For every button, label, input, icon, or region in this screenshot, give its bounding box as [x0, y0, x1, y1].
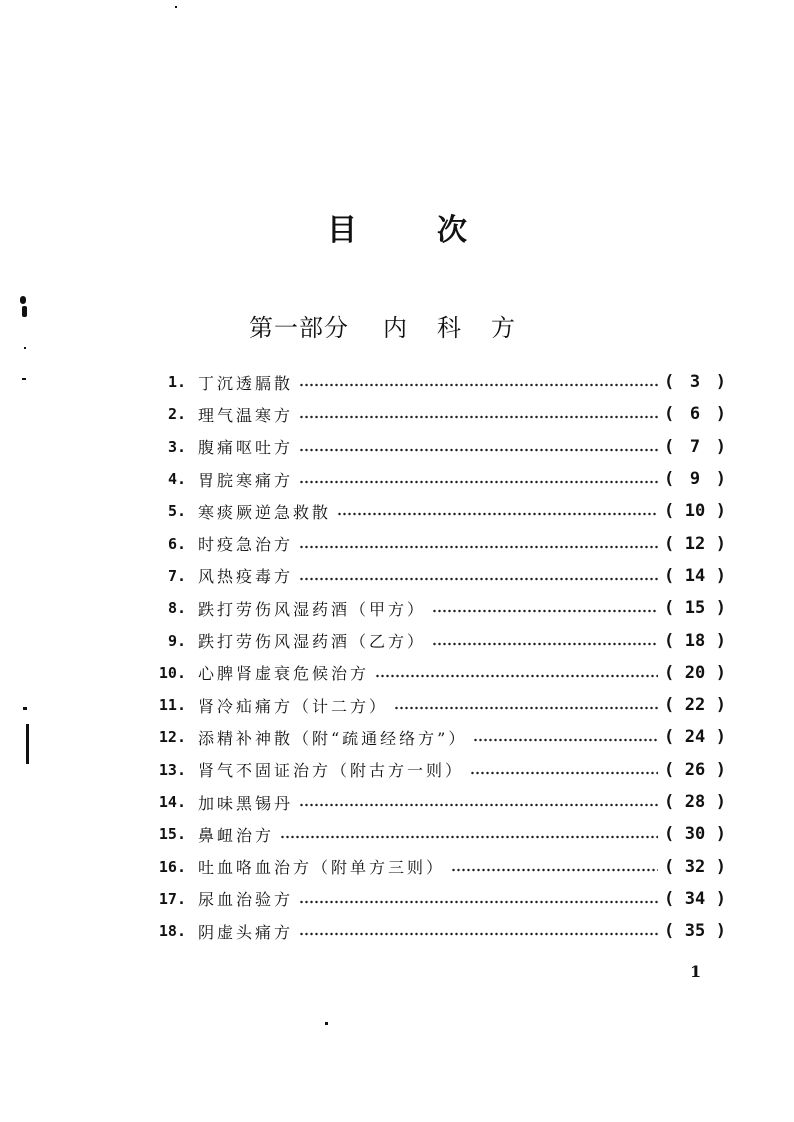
- page-ref-number: 28: [684, 792, 706, 812]
- dot-leader: [299, 899, 658, 905]
- toc-entry-title: 理气温寒方: [198, 405, 294, 425]
- toc-entry-page: [664, 566, 726, 586]
- open-bracket: (: [664, 921, 675, 942]
- toc-entry-number: 17.: [158, 889, 186, 908]
- toc-entry[interactable]: [146, 495, 726, 527]
- toc-entry-title: 加味黑锡丹: [198, 793, 294, 813]
- dot-leader: [299, 382, 658, 388]
- toc-entry[interactable]: [146, 883, 726, 915]
- open-bracket: (: [664, 759, 675, 780]
- close-bracket: ): [715, 404, 726, 425]
- toc-entry-number: 18.: [158, 922, 186, 941]
- page-ref-number: 34: [684, 888, 706, 909]
- toc-entry-page: [664, 727, 726, 747]
- dot-leader: [299, 479, 658, 485]
- toc-entry-title: 跌打劳伤风湿药酒（乙方）: [198, 632, 427, 652]
- close-bracket: ): [715, 630, 726, 651]
- toc-entry-page: [664, 857, 726, 877]
- toc-entry-title: 鼻衄治方: [198, 825, 275, 845]
- toc-entry-page: [664, 921, 726, 941]
- open-bracket: (: [664, 469, 675, 490]
- page-ref-number: 32: [684, 856, 706, 877]
- toc-entry-title: 阴虚头痛方: [198, 922, 294, 942]
- page-ref-number: 9: [689, 469, 701, 490]
- dot-leader: [451, 867, 658, 873]
- dot-leader: [394, 705, 658, 711]
- open-bracket: (: [664, 501, 675, 522]
- page-ref-number: 12: [684, 533, 706, 554]
- close-bracket: ): [715, 792, 726, 812]
- dot-leader: [299, 414, 658, 420]
- page-title-char: 次: [437, 213, 467, 248]
- dot-leader: [470, 770, 658, 776]
- toc-entry-page: [664, 824, 726, 844]
- toc-entry[interactable]: [146, 463, 726, 495]
- dot-leader: [337, 511, 658, 517]
- toc-entry-title: 胃脘寒痛方: [198, 470, 294, 490]
- open-bracket: (: [664, 598, 675, 619]
- toc-entry-number: 2.: [167, 405, 186, 424]
- toc-entry-page: [664, 534, 726, 554]
- section-subject-label: 内科方: [383, 314, 545, 342]
- page-ref-number: 35: [684, 921, 706, 942]
- toc-entry-title: 风热疫毒方: [198, 567, 294, 587]
- close-bracket: ): [715, 533, 726, 554]
- toc-entry-page: [664, 404, 726, 424]
- close-bracket: ): [715, 856, 726, 877]
- toc-entry[interactable]: [146, 560, 726, 592]
- toc-entry-title: 心脾肾虚衰危候治方: [198, 664, 370, 684]
- open-bracket: (: [664, 695, 675, 716]
- toc-entry-number: 1.: [167, 373, 186, 392]
- toc-entry[interactable]: [146, 431, 726, 463]
- page-title: [0, 205, 794, 249]
- open-bracket: (: [664, 404, 675, 425]
- toc-entry-number: 6.: [167, 534, 186, 553]
- page-ref-number: 14: [684, 565, 706, 586]
- open-bracket: (: [664, 630, 675, 651]
- dot-leader: [432, 641, 658, 647]
- toc-entry-number: 9.: [167, 631, 186, 650]
- toc-entry-number: 12.: [158, 728, 186, 747]
- toc-entry[interactable]: [146, 786, 726, 818]
- close-bracket: ): [715, 565, 726, 586]
- toc-entry[interactable]: [146, 850, 726, 882]
- page-title-char: 目: [327, 213, 357, 248]
- toc-entry[interactable]: [146, 624, 726, 656]
- close-bracket: ): [715, 824, 726, 845]
- page-ref-number: 6: [689, 404, 701, 425]
- section-heading: [0, 308, 794, 343]
- toc-entry-page: [664, 631, 726, 651]
- close-bracket: ): [715, 372, 726, 393]
- dot-leader: [299, 576, 658, 582]
- toc-entry-page: [664, 760, 726, 780]
- toc-entry-title: 肾冷疝痛方（计二方）: [198, 696, 389, 716]
- toc-entry-number: 4.: [167, 470, 186, 489]
- dot-leader: [299, 544, 658, 550]
- toc-entry-number: 3.: [167, 437, 186, 456]
- toc-entry[interactable]: [146, 592, 726, 624]
- open-bracket: (: [664, 372, 675, 393]
- dot-leader: [375, 673, 658, 679]
- toc-entry-number: 14.: [158, 793, 186, 811]
- toc-entry[interactable]: [146, 657, 726, 689]
- page-ref-number: 18: [684, 630, 706, 651]
- open-bracket: (: [664, 565, 675, 586]
- page-ref-number: 26: [684, 759, 706, 780]
- toc-entry-number: 13.: [158, 760, 186, 779]
- toc-entry-page: [664, 501, 726, 521]
- section-part-label: 第一部分: [249, 314, 349, 342]
- toc-entry-page: [664, 372, 726, 392]
- toc-entry-title: 寒痰厥逆急救散: [198, 502, 332, 522]
- page-ref-number: 30: [684, 824, 706, 845]
- toc-entry-number: 11.: [158, 696, 186, 715]
- toc-entry[interactable]: [146, 398, 726, 430]
- scan-mark: [23, 707, 27, 710]
- toc-entry-page: [664, 469, 726, 489]
- close-bracket: ): [715, 436, 726, 457]
- toc-entry-number: 5.: [167, 502, 186, 521]
- toc-entry[interactable]: [146, 366, 726, 398]
- page-ref-number: 24: [684, 727, 706, 748]
- toc-entry-title: 腹痛呕吐方: [198, 438, 294, 458]
- toc-entry-number: 15.: [158, 825, 186, 844]
- toc-entry-page: [664, 889, 726, 909]
- toc-entry-title: 尿血治验方: [198, 890, 294, 910]
- dot-leader: [299, 447, 658, 453]
- toc-entry-title: 肾气不固证治方（附古方一则）: [198, 761, 465, 781]
- toc-entry-title: 吐血咯血治方（附单方三则）: [198, 858, 446, 878]
- page-ref-number: 22: [684, 695, 706, 716]
- toc-entry-number: 8.: [167, 599, 186, 618]
- open-bracket: (: [664, 662, 675, 683]
- close-bracket: ): [715, 759, 726, 780]
- dot-leader: [473, 737, 658, 743]
- scan-mark: [26, 724, 29, 764]
- close-bracket: ): [715, 921, 726, 942]
- toc-entry[interactable]: [146, 915, 726, 947]
- page-number: 1: [690, 962, 702, 981]
- scan-mark: [175, 6, 177, 8]
- toc-entry-page: [664, 792, 726, 812]
- page-ref-number: 10: [684, 501, 706, 522]
- scan-mark: [20, 296, 26, 304]
- close-bracket: ): [715, 469, 726, 490]
- toc-entry-title: 添精补神散（附“疏通经络方”）: [198, 728, 468, 748]
- scan-mark: [22, 378, 26, 380]
- dot-leader: [299, 931, 658, 937]
- scan-mark: [24, 347, 26, 349]
- toc-entry-number: 7.: [167, 566, 186, 585]
- close-bracket: ): [715, 727, 726, 748]
- close-bracket: ): [715, 598, 726, 619]
- open-bracket: (: [664, 436, 675, 457]
- page-ref-number: 3: [689, 372, 701, 393]
- close-bracket: ): [715, 888, 726, 909]
- open-bracket: (: [664, 533, 675, 554]
- toc-entry-page: [664, 663, 726, 683]
- open-bracket: (: [664, 824, 675, 845]
- toc-entry[interactable]: [146, 818, 726, 850]
- dot-leader: [299, 802, 658, 808]
- scan-mark: [325, 1022, 328, 1025]
- page-ref-number: 7: [689, 436, 701, 457]
- page-ref-number: 15: [684, 598, 706, 619]
- close-bracket: ): [715, 501, 726, 522]
- open-bracket: (: [664, 856, 675, 877]
- toc-entry-title: 丁沉透膈散: [198, 373, 294, 393]
- toc-entry-number: 10.: [158, 663, 186, 682]
- open-bracket: (: [664, 792, 675, 812]
- toc-entry-title: 跌打劳伤风湿药酒（甲方）: [198, 599, 427, 619]
- dot-leader: [280, 834, 658, 840]
- toc-entry[interactable]: [146, 754, 726, 786]
- close-bracket: ): [715, 695, 726, 716]
- page-ref-number: 20: [684, 662, 706, 683]
- toc-entry-title: 时疫急治方: [198, 535, 294, 555]
- toc-entry-page: [664, 695, 726, 715]
- toc-entry[interactable]: [146, 689, 726, 721]
- toc-entry[interactable]: [146, 527, 726, 559]
- toc-entry-page: [664, 598, 726, 618]
- table-of-contents: [146, 366, 726, 947]
- open-bracket: (: [664, 727, 675, 748]
- toc-entry-page: [664, 437, 726, 457]
- close-bracket: ): [715, 662, 726, 683]
- dot-leader: [432, 608, 658, 614]
- toc-entry[interactable]: [146, 721, 726, 753]
- toc-entry-number: 16.: [158, 857, 186, 876]
- open-bracket: (: [664, 888, 675, 909]
